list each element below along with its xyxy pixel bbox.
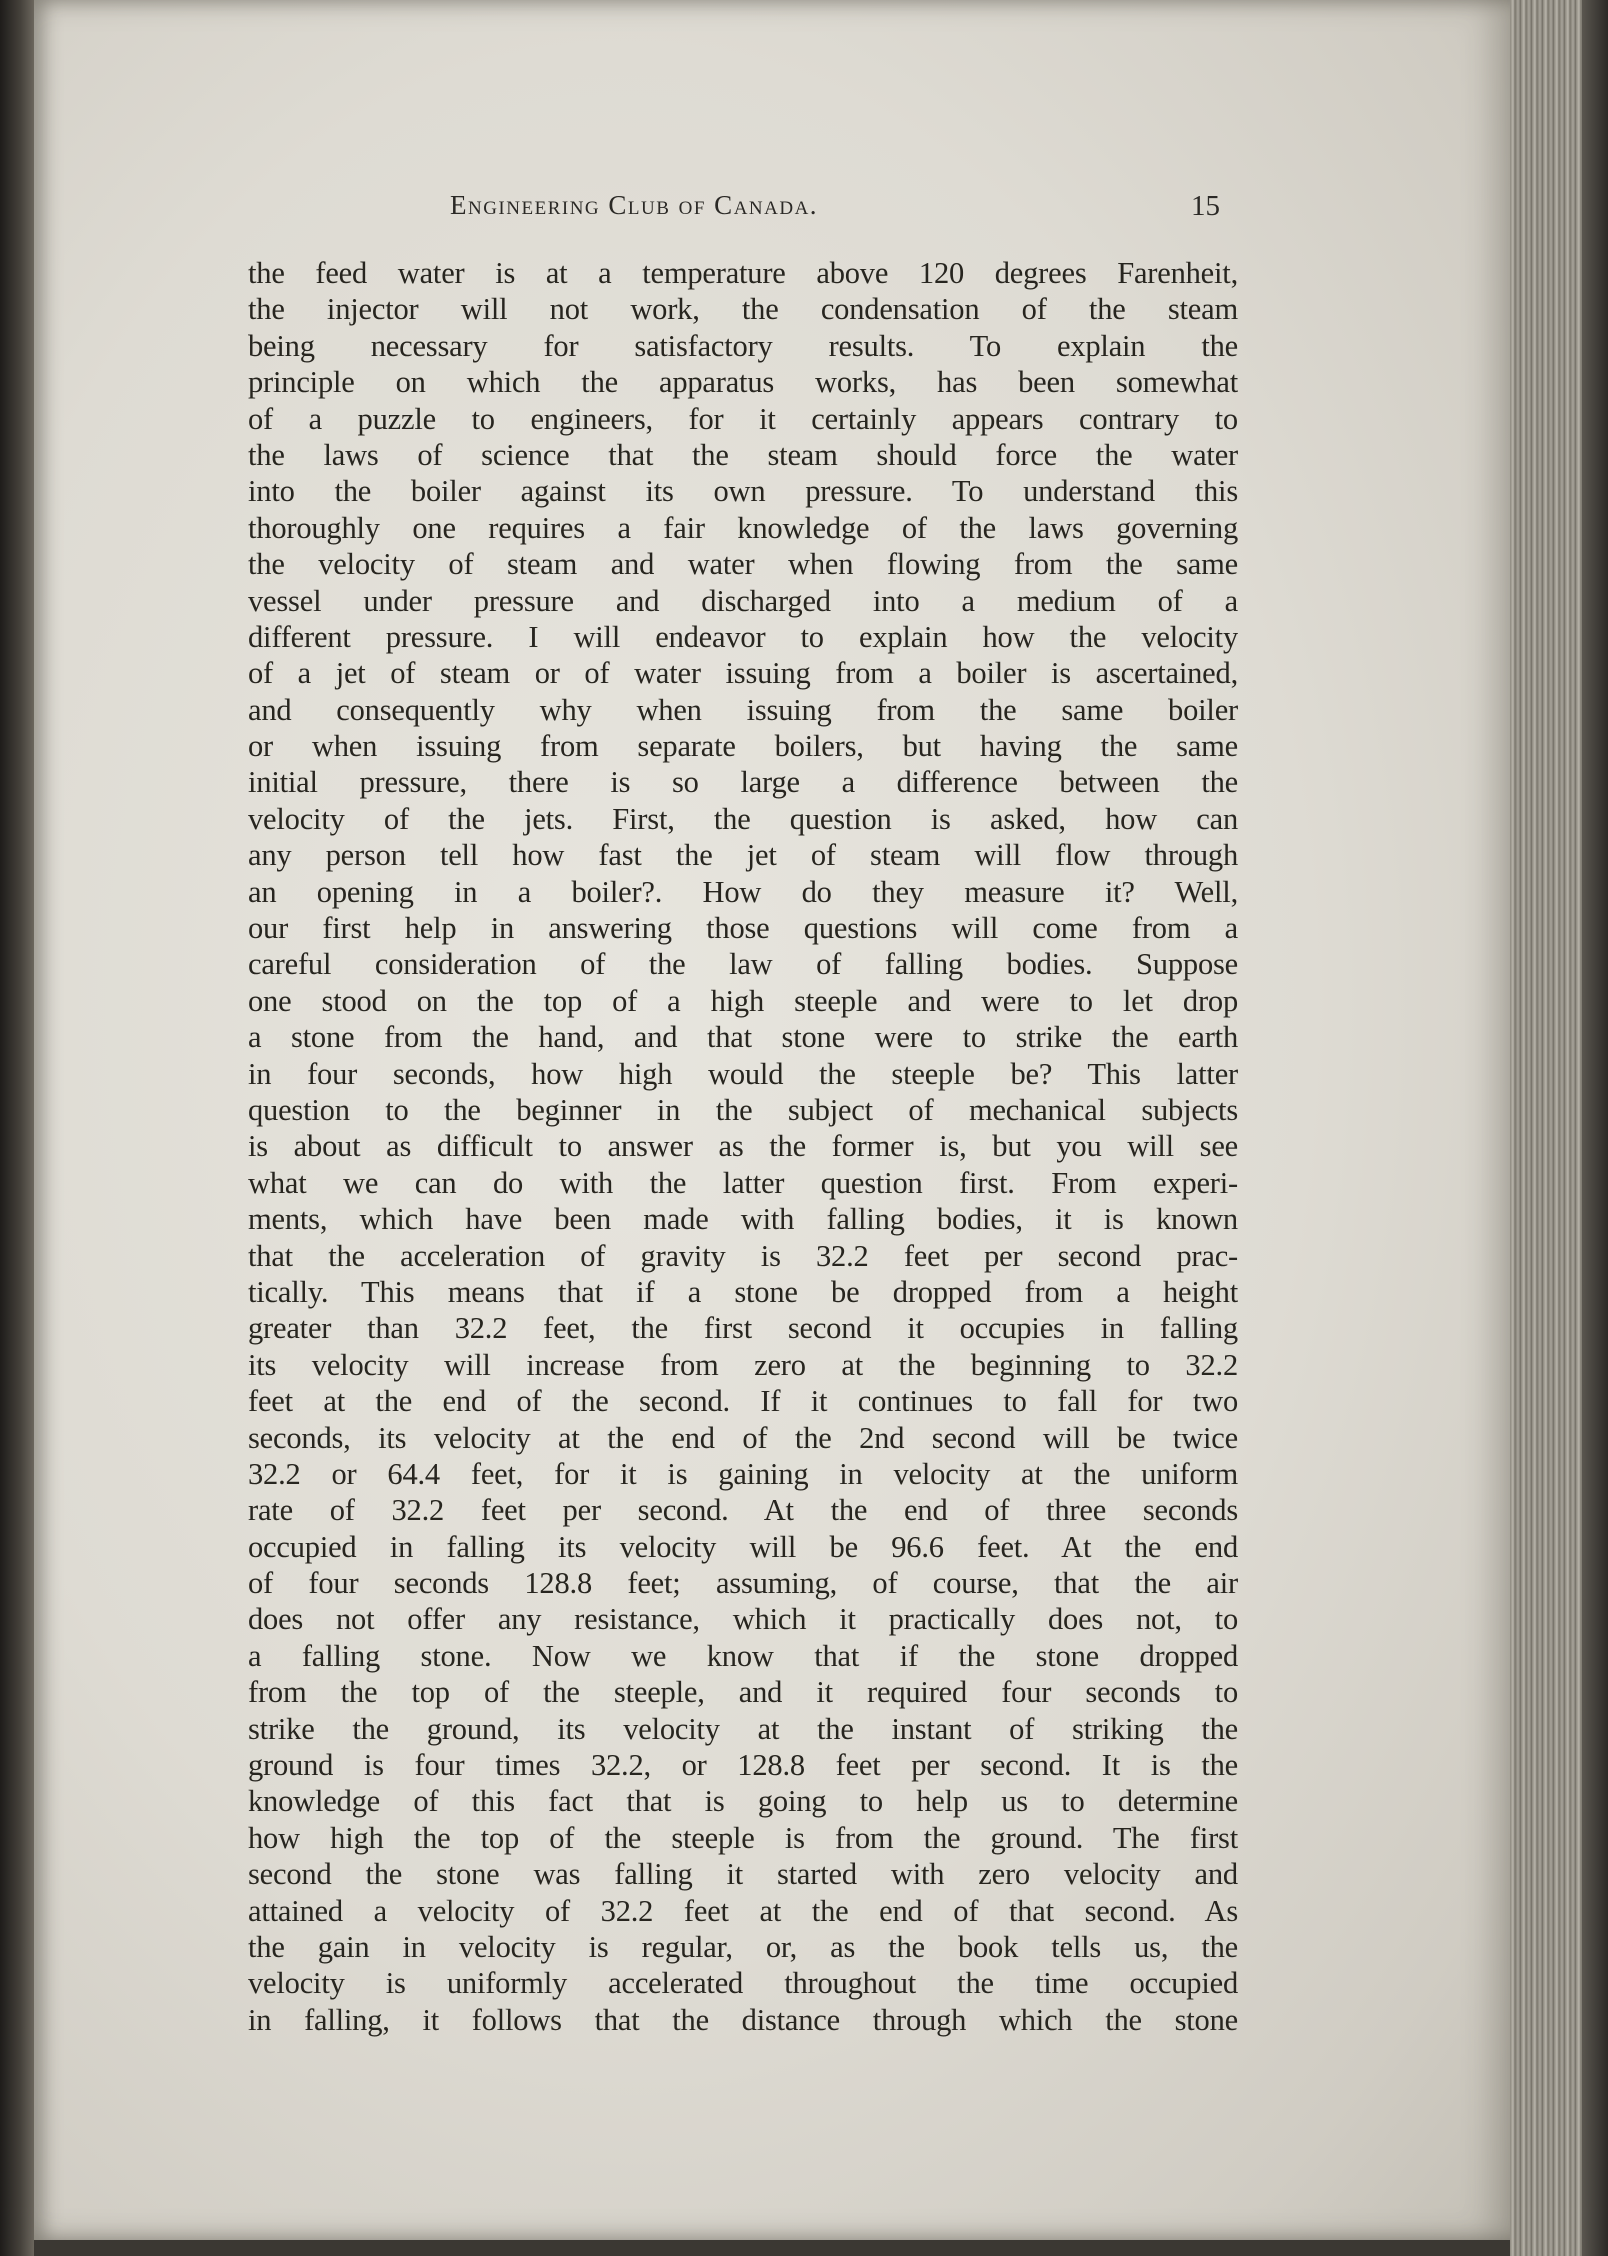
text-line: greater than 32.2 feet, the first second it occupies in falling [248, 1311, 1238, 1346]
text-line: second the stone was falling it started with zero velocity and [248, 1857, 1238, 1892]
text-line: how high the top of the steeple is from the ground. The first [248, 1820, 1238, 1855]
book-gutter [0, 0, 34, 2256]
text-line: rate of 32.2 feet per second. At the end of three seconds [248, 1493, 1238, 1528]
text-line: of a puzzle to engineers, for it certainly appears contrary to [248, 401, 1238, 436]
text-line: being necessary for satisfactory results. To explain the [248, 328, 1238, 363]
text-line: principle on which the apparatus works, has been somewhat [248, 365, 1238, 400]
text-line: of four seconds 128.8 feet; assuming, of course, that the air [248, 1566, 1238, 1601]
text-line: what we can do with the latter question first. From experi- [248, 1165, 1238, 1200]
running-title: Engineering Club of Canada. [450, 190, 819, 220]
text-line: any person tell how fast the jet of steam will flow through [248, 838, 1238, 873]
text-line: knowledge of this fact that is going to help us to determine [248, 1784, 1238, 1819]
text-line: strike the ground, its velocity at the instant of striking the [248, 1711, 1238, 1746]
text-line: velocity is uniformly accelerated throughout the time occupied [248, 1966, 1238, 2001]
running-head [250, 190, 1220, 234]
text-line: occupied in falling its velocity will be 96.6 feet. At the end [248, 1529, 1238, 1564]
text-line: the injector will not work, the condensation of the steam [248, 292, 1238, 327]
text-line: feet at the end of the second. If it continues to fall for two [248, 1384, 1238, 1419]
text-line: of a jet of steam or of water issuing from a boiler is ascertained, [248, 656, 1238, 691]
text-line: the velocity of steam and water when flowing from the same [248, 547, 1238, 582]
text-line: careful consideration of the law of falling bodies. Suppose [248, 947, 1238, 982]
text-line: an opening in a boiler?. How do they measure it? Well, [248, 874, 1238, 909]
text-line: thoroughly one requires a fair knowledge of the laws governing [248, 510, 1238, 545]
text-line: seconds, its velocity at the end of the 2nd second will be twice [248, 1420, 1238, 1455]
text-line: our first help in answering those questions will come from a [248, 911, 1238, 946]
text-line: its velocity will increase from zero at the beginning to 32.2 [248, 1347, 1238, 1382]
body-text [248, 255, 1238, 2038]
text-line: tically. This means that if a stone be dropped from a height [248, 1274, 1238, 1309]
text-line: attained a velocity of 32.2 feet at the end of that second. As [248, 1893, 1238, 1928]
text-line: different pressure. I will endeavor to explain how the velocity [248, 619, 1238, 654]
text-line: 32.2 or 64.4 feet, for it is gaining in velocity at the uniform [248, 1456, 1238, 1491]
text-line: the laws of science that the steam should force the water [248, 437, 1238, 472]
text-line: does not offer any resistance, which it practically does not, to [248, 1602, 1238, 1637]
text-line: velocity of the jets. First, the question is asked, how can [248, 801, 1238, 836]
text-line: that the acceleration of gravity is 32.2 feet per second prac- [248, 1238, 1238, 1273]
text-line: a stone from the hand, and that stone were to strike the earth [248, 1020, 1238, 1055]
text-line: in falling, it follows that the distance through which the stone [248, 2002, 1238, 2037]
text-line: the gain in velocity is regular, or, as the book tells us, the [248, 1929, 1238, 1964]
text-line: in four seconds, how high would the steeple be? This latter [248, 1056, 1238, 1091]
text-line: initial pressure, there is so large a difference between the [248, 765, 1238, 800]
text-line: is about as difficult to answer as the former is, but you will see [248, 1129, 1238, 1164]
text-line: a falling stone. Now we know that if the stone dropped [248, 1638, 1238, 1673]
text-line: and consequently why when issuing from the same boiler [248, 692, 1238, 727]
text-line: into the boiler against its own pressure. To understand this [248, 474, 1238, 509]
page-number: 15 [1191, 190, 1220, 222]
text-line: ground is four times 32.2, or 128.8 feet per second. It is the [248, 1748, 1238, 1783]
page-edges [1510, 0, 1608, 2256]
text-line: from the top of the steeple, and it required four seconds to [248, 1675, 1238, 1710]
text-line: or when issuing from separate boilers, but having the same [248, 729, 1238, 764]
text-line: ments, which have been made with falling bodies, it is known [248, 1202, 1238, 1237]
text-line: the feed water is at a temperature above 120 degrees Farenheit, [248, 256, 1238, 290]
text-line: question to the beginner in the subject of mechanical subjects [248, 1092, 1238, 1127]
text-line: vessel under pressure and discharged into a medium of a [248, 583, 1238, 618]
text-line: one stood on the top of a high steeple and were to let drop [248, 983, 1238, 1018]
